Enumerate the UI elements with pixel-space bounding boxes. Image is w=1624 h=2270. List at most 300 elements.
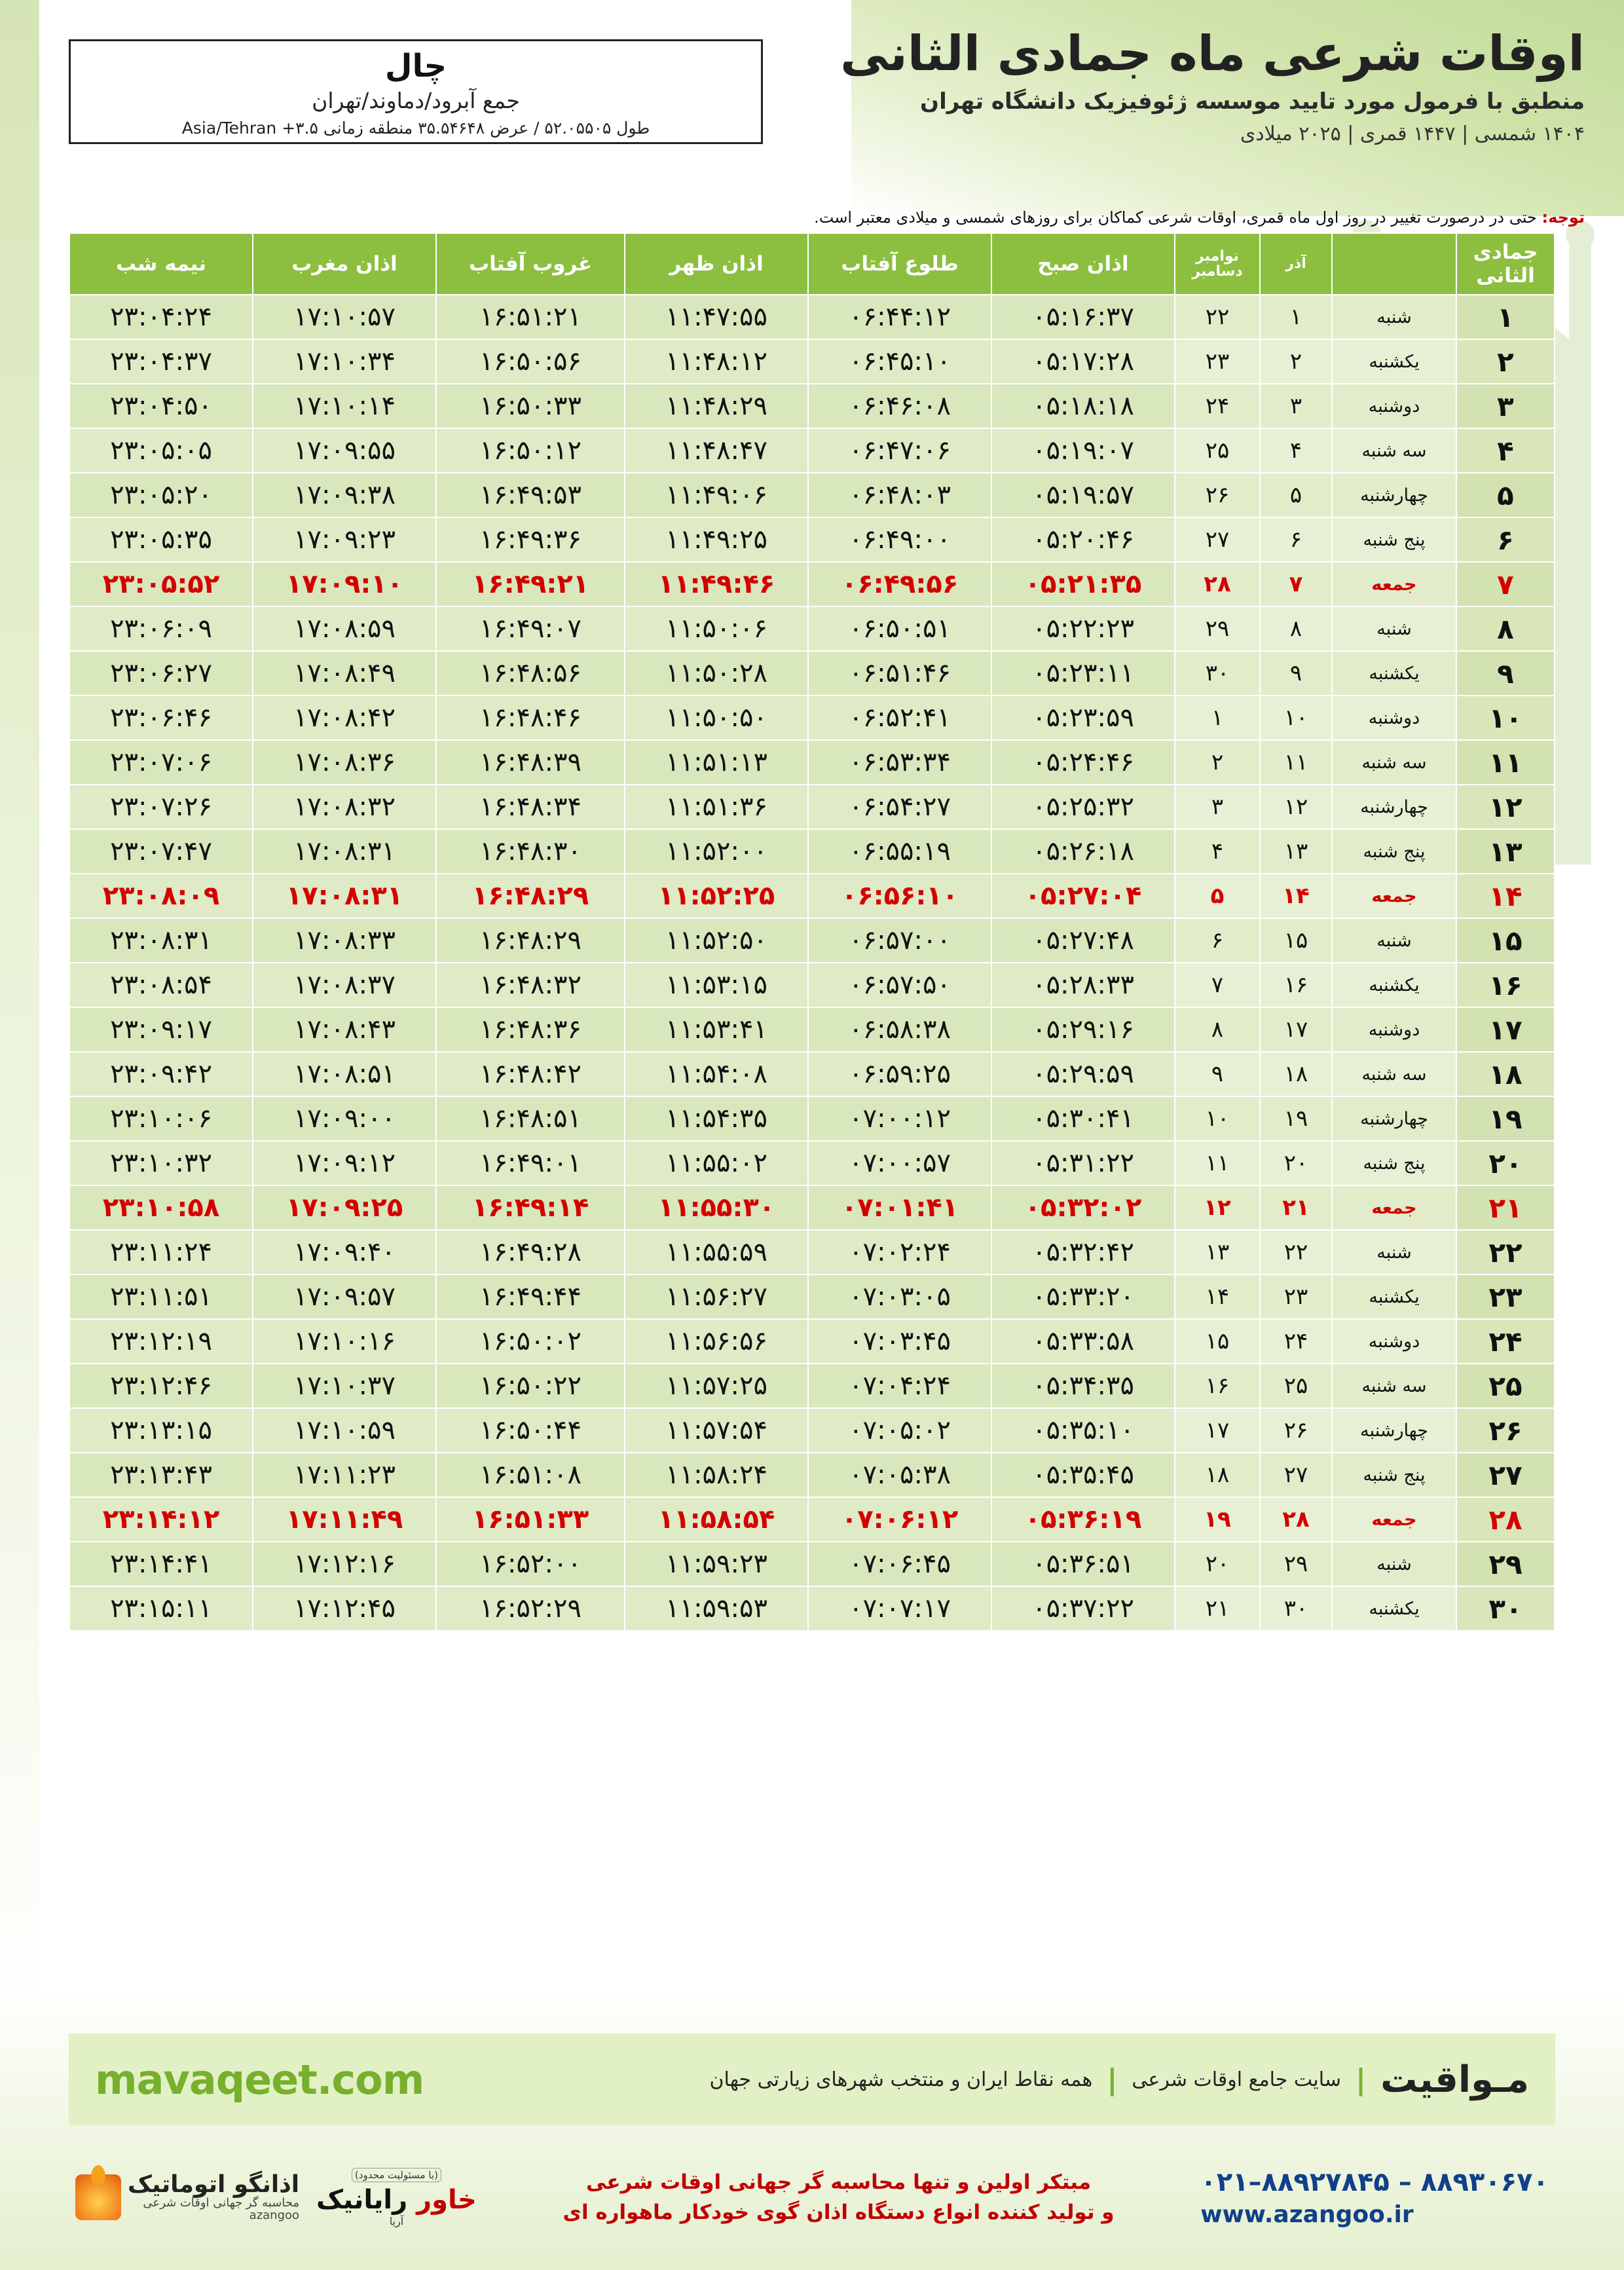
cell-hijri-day: ۸ <box>1456 606 1555 651</box>
cell-sunrise: ۰۶:۵۰:۵۱ <box>808 606 991 651</box>
cell-gregorian-day: ۲ <box>1175 740 1260 785</box>
cell-gregorian-day: ۸ <box>1175 1007 1260 1052</box>
cell-dhuhr: ۱۱:۵۸:۲۴ <box>625 1453 808 1497</box>
cell-fajr: ۰۵:۳۰:۴۱ <box>991 1096 1175 1141</box>
cell-sunrise: ۰۷:۰۵:۳۸ <box>808 1453 991 1497</box>
cell-sunset: ۱۶:۴۸:۳۶ <box>436 1007 625 1052</box>
cell-gregorian-day: ۲۴ <box>1175 384 1260 428</box>
cell-fajr: ۰۵:۳۲:۰۲ <box>991 1185 1175 1230</box>
cell-maghrib: ۱۷:۱۲:۴۵ <box>253 1586 436 1631</box>
table-row <box>69 1586 1555 1631</box>
cell-azar-day: ۲۹ <box>1260 1542 1332 1586</box>
table-row <box>69 1364 1555 1408</box>
cell-gregorian-day: ۷ <box>1175 963 1260 1007</box>
cell-hijri-day: ۲۲ <box>1456 1230 1555 1275</box>
footer-claim-line-1: مبتکر اولین و تنها محاسبه گر جهانی اوقات شرعی <box>586 2170 1092 2194</box>
footer-azangoo-url[interactable]: www.azangoo.ir <box>1200 2201 1414 2228</box>
cell-azar-day: ۱۶ <box>1260 963 1332 1007</box>
cell-sunset: ۱۶:۴۸:۴۲ <box>436 1052 625 1096</box>
prayer-times-table-wrapper <box>69 233 1555 1631</box>
cell-azar-day: ۴ <box>1260 428 1332 473</box>
cell-sunset: ۱۶:۴۸:۵۶ <box>436 651 625 696</box>
cell-dhuhr: ۱۱:۵۵:۰۲ <box>625 1141 808 1185</box>
cell-sunset: ۱۶:۴۹:۰۷ <box>436 606 625 651</box>
cell-midnight: ۲۳:۱۰:۵۸ <box>69 1185 253 1230</box>
cell-hijri-day: ۲۰ <box>1456 1141 1555 1185</box>
cell-sunset: ۱۶:۴۸:۳۴ <box>436 785 625 829</box>
cell-midnight: ۲۳:۱۰:۰۶ <box>69 1096 253 1141</box>
cell-azar-day: ۲۷ <box>1260 1453 1332 1497</box>
table-row <box>69 1141 1555 1185</box>
cell-weekday: سه شنبه <box>1332 1364 1456 1408</box>
footer-website-link[interactable]: mavaqeet.com <box>95 2055 424 2104</box>
cell-maghrib: ۱۷:۰۹:۲۳ <box>253 517 436 562</box>
cell-dhuhr: ۱۱:۴۹:۴۶ <box>625 562 808 606</box>
cell-sunset: ۱۶:۵۱:۲۱ <box>436 295 625 339</box>
cell-gregorian-day: ۳ <box>1175 785 1260 829</box>
cell-azar-day: ۲۰ <box>1260 1141 1332 1185</box>
cell-midnight: ۲۳:۰۶:۰۹ <box>69 606 253 651</box>
cell-weekday: دوشنبه <box>1332 1319 1456 1364</box>
cell-maghrib: ۱۷:۰۸:۳۶ <box>253 740 436 785</box>
rayanic-logo <box>316 2168 477 2227</box>
cell-sunrise: ۰۶:۵۴:۲۷ <box>808 785 991 829</box>
cell-midnight: ۲۳:۱۳:۴۳ <box>69 1453 253 1497</box>
rayanic-liability-note: (با مسئولیت محدود) <box>352 2168 441 2182</box>
cell-sunrise: ۰۶:۵۷:۵۰ <box>808 963 991 1007</box>
table-body <box>69 295 1555 1631</box>
cell-sunrise: ۰۶:۴۵:۱۰ <box>808 339 991 384</box>
cell-hijri-day: ۲۷ <box>1456 1453 1555 1497</box>
table-row <box>69 829 1555 874</box>
header-sunrise: طلوع آفتاب <box>808 233 991 295</box>
footer-contact-group <box>1200 2167 1549 2228</box>
cell-sunset: ۱۶:۴۸:۳۹ <box>436 740 625 785</box>
azangoo-logo-sub: محاسبه گر جهانی اوقات شرعی <box>143 2196 300 2210</box>
cell-hijri-day: ۲۶ <box>1456 1408 1555 1453</box>
table-row <box>69 1096 1555 1141</box>
cell-gregorian-day: ۲۳ <box>1175 339 1260 384</box>
table-row <box>69 1007 1555 1052</box>
cell-sunset: ۱۶:۴۹:۲۸ <box>436 1230 625 1275</box>
cell-fajr: ۰۵:۳۱:۲۲ <box>991 1141 1175 1185</box>
cell-dhuhr: ۱۱:۵۱:۱۳ <box>625 740 808 785</box>
cell-dhuhr: ۱۱:۴۹:۰۶ <box>625 473 808 517</box>
cell-fajr: ۰۵:۲۵:۳۲ <box>991 785 1175 829</box>
cell-sunrise: ۰۶:۵۲:۴۱ <box>808 696 991 740</box>
page-header <box>720 26 1585 190</box>
cell-weekday: یکشنبه <box>1332 963 1456 1007</box>
table-header-row <box>69 233 1555 295</box>
cell-sunrise: ۰۷:۰۳:۴۵ <box>808 1319 991 1364</box>
cell-sunrise: ۰۶:۴۷:۰۶ <box>808 428 991 473</box>
cell-fajr: ۰۵:۲۸:۳۳ <box>991 963 1175 1007</box>
cell-hijri-day: ۳ <box>1456 384 1555 428</box>
cell-dhuhr: ۱۱:۵۵:۵۹ <box>625 1230 808 1275</box>
cell-sunset: ۱۶:۴۸:۴۶ <box>436 696 625 740</box>
notice-label: توجه: <box>1541 208 1585 227</box>
cell-azar-day: ۱۵ <box>1260 918 1332 963</box>
cell-weekday: چهارشنبه <box>1332 785 1456 829</box>
footer-brand-separator-1: | <box>1355 2062 1367 2096</box>
cell-maghrib: ۱۷:۱۰:۵۹ <box>253 1408 436 1453</box>
cell-maghrib: ۱۷:۰۸:۳۱ <box>253 874 436 918</box>
cell-gregorian-day: ۱۱ <box>1175 1141 1260 1185</box>
cell-hijri-day: ۱۷ <box>1456 1007 1555 1052</box>
table-head <box>69 233 1555 295</box>
cell-azar-day: ۱۱ <box>1260 740 1332 785</box>
cell-dhuhr: ۱۱:۵۳:۱۵ <box>625 963 808 1007</box>
footer-claim-line-2: و تولید کننده انواع دستگاه اذان گوی خودکار ماهواره ای <box>563 2201 1115 2224</box>
cell-azar-day: ۲۲ <box>1260 1230 1332 1275</box>
cell-azar-day: ۷ <box>1260 562 1332 606</box>
cell-maghrib: ۱۷:۰۹:۳۸ <box>253 473 436 517</box>
footer-brand-desc: سایت جامع اوقات شرعی <box>1132 2068 1341 2091</box>
cell-sunset: ۱۶:۵۰:۳۳ <box>436 384 625 428</box>
cell-maghrib: ۱۷:۰۸:۳۱ <box>253 829 436 874</box>
page-title: اوقات شرعی ماه جمادی الثانی <box>840 26 1585 82</box>
cell-fajr: ۰۵:۳۴:۳۵ <box>991 1364 1175 1408</box>
cell-midnight: ۲۳:۰۵:۲۰ <box>69 473 253 517</box>
cell-hijri-day: ۱ <box>1456 295 1555 339</box>
cell-dhuhr: ۱۱:۵۶:۲۷ <box>625 1275 808 1319</box>
cell-fajr: ۰۵:۳۷:۲۲ <box>991 1586 1175 1631</box>
cell-azar-day: ۳ <box>1260 384 1332 428</box>
cell-hijri-day: ۱۳ <box>1456 829 1555 874</box>
rayanic-logo-red: خاور <box>416 2184 477 2215</box>
rayanic-logo-text <box>316 2185 477 2215</box>
cell-dhuhr: ۱۱:۵۵:۳۰ <box>625 1185 808 1230</box>
cell-hijri-day: ۱۵ <box>1456 918 1555 963</box>
cell-sunrise: ۰۶:۴۶:۰۸ <box>808 384 991 428</box>
cell-midnight: ۲۳:۰۸:۳۱ <box>69 918 253 963</box>
cell-gregorian-day: ۱۰ <box>1175 1096 1260 1141</box>
cell-fajr: ۰۵:۱۶:۳۷ <box>991 295 1175 339</box>
cell-weekday: یکشنبه <box>1332 1275 1456 1319</box>
prayer-times-table <box>69 233 1555 1631</box>
cell-fajr: ۰۵:۲۳:۵۹ <box>991 696 1175 740</box>
cell-weekday: چهارشنبه <box>1332 1096 1456 1141</box>
table-row <box>69 963 1555 1007</box>
cell-sunset: ۱۶:۵۱:۰۸ <box>436 1453 625 1497</box>
cell-sunrise: ۰۷:۰۱:۴۱ <box>808 1185 991 1230</box>
table-row <box>69 1185 1555 1230</box>
cell-fajr: ۰۵:۳۶:۵۱ <box>991 1542 1175 1586</box>
table-row <box>69 1319 1555 1364</box>
cell-azar-day: ۱۸ <box>1260 1052 1332 1096</box>
cell-weekday: جمعه <box>1332 562 1456 606</box>
cell-azar-day: ۲۶ <box>1260 1408 1332 1453</box>
cell-fajr: ۰۵:۳۲:۴۲ <box>991 1230 1175 1275</box>
cell-sunset: ۱۶:۵۰:۰۲ <box>436 1319 625 1364</box>
cell-midnight: ۲۳:۰۵:۵۲ <box>69 562 253 606</box>
cell-hijri-day: ۱۸ <box>1456 1052 1555 1096</box>
azangoo-logo-text <box>128 2172 299 2222</box>
cell-sunrise: ۰۶:۴۴:۱۲ <box>808 295 991 339</box>
cell-weekday: سه شنبه <box>1332 428 1456 473</box>
cell-midnight: ۲۳:۰۹:۴۲ <box>69 1052 253 1096</box>
cell-midnight: ۲۳:۰۴:۵۰ <box>69 384 253 428</box>
cell-midnight: ۲۳:۰۷:۲۶ <box>69 785 253 829</box>
table-row <box>69 339 1555 384</box>
cell-azar-day: ۸ <box>1260 606 1332 651</box>
footer-brand-name: مـواقیت <box>1380 2058 1529 2101</box>
cell-midnight: ۲۳:۱۴:۱۲ <box>69 1497 253 1542</box>
cell-gregorian-day: ۵ <box>1175 874 1260 918</box>
page-subtitle: منطبق با فرمول مورد تایید موسسه ژئوفیزیک دانشگاه تهران <box>920 88 1585 115</box>
cell-sunset: ۱۶:۵۲:۲۹ <box>436 1586 625 1631</box>
cell-dhuhr: ۱۱:۴۷:۵۵ <box>625 295 808 339</box>
cell-maghrib: ۱۷:۱۰:۱۶ <box>253 1319 436 1364</box>
cell-maghrib: ۱۷:۱۱:۲۳ <box>253 1453 436 1497</box>
cell-azar-day: ۱ <box>1260 295 1332 339</box>
cell-midnight: ۲۳:۱۵:۱۱ <box>69 1586 253 1631</box>
cell-maghrib: ۱۷:۰۸:۳۲ <box>253 785 436 829</box>
cell-gregorian-day: ۲۲ <box>1175 295 1260 339</box>
azangoo-logo-fa: اذانگو اتوماتیک <box>128 2171 300 2199</box>
cell-midnight: ۲۳:۰۷:۴۷ <box>69 829 253 874</box>
table-row <box>69 384 1555 428</box>
rayanic-logo-sub: آریا <box>389 2214 404 2227</box>
header-december: دسامبر <box>1192 263 1243 280</box>
table-row <box>69 1497 1555 1542</box>
footer-logos <box>75 2168 477 2227</box>
cell-weekday: جمعه <box>1332 874 1456 918</box>
cell-dhuhr: ۱۱:۵۲:۰۰ <box>625 829 808 874</box>
cell-azar-day: ۲۳ <box>1260 1275 1332 1319</box>
cell-hijri-day: ۱۱ <box>1456 740 1555 785</box>
cell-sunset: ۱۶:۴۹:۳۶ <box>436 517 625 562</box>
cell-azar-day: ۱۳ <box>1260 829 1332 874</box>
footer-brand-group <box>710 2058 1529 2101</box>
cell-dhuhr: ۱۱:۵۳:۴۱ <box>625 1007 808 1052</box>
cell-sunrise: ۰۶:۴۹:۰۰ <box>808 517 991 562</box>
cell-sunset: ۱۶:۴۸:۳۰ <box>436 829 625 874</box>
table-row <box>69 1453 1555 1497</box>
calendar-years: ۱۴۰۴ شمسی | ۱۴۴۷ قمری | ۲۰۲۵ میلادی <box>1240 122 1585 146</box>
header-hijri-day: جمادی الثانی <box>1456 233 1555 295</box>
cell-gregorian-day: ۱۴ <box>1175 1275 1260 1319</box>
cell-sunrise: ۰۷:۰۷:۱۷ <box>808 1586 991 1631</box>
cell-dhuhr: ۱۱:۵۹:۲۳ <box>625 1542 808 1586</box>
cell-sunset: ۱۶:۵۰:۲۲ <box>436 1364 625 1408</box>
azangoo-logo <box>75 2172 299 2222</box>
cell-fajr: ۰۵:۲۴:۴۶ <box>991 740 1175 785</box>
cell-gregorian-day: ۲۹ <box>1175 606 1260 651</box>
azangoo-logo-en: azangoo <box>249 2208 300 2222</box>
cell-azar-day: ۲۸ <box>1260 1497 1332 1542</box>
table-row <box>69 1230 1555 1275</box>
cell-maghrib: ۱۷:۱۰:۱۴ <box>253 384 436 428</box>
table-row <box>69 295 1555 339</box>
header-dhuhr: اذان ظهر <box>625 233 808 295</box>
cell-hijri-day: ۹ <box>1456 651 1555 696</box>
cell-weekday: پنج شنبه <box>1332 829 1456 874</box>
cell-weekday: یکشنبه <box>1332 1586 1456 1631</box>
cell-maghrib: ۱۷:۰۹:۵۷ <box>253 1275 436 1319</box>
cell-fajr: ۰۵:۲۷:۰۴ <box>991 874 1175 918</box>
cell-midnight: ۲۳:۱۱:۵۱ <box>69 1275 253 1319</box>
cell-fajr: ۰۵:۳۶:۱۹ <box>991 1497 1175 1542</box>
cell-sunset: ۱۶:۴۸:۳۲ <box>436 963 625 1007</box>
cell-weekday: دوشنبه <box>1332 1007 1456 1052</box>
cell-hijri-day: ۲۸ <box>1456 1497 1555 1542</box>
cell-gregorian-day: ۱ <box>1175 696 1260 740</box>
table-row <box>69 651 1555 696</box>
cell-gregorian-day: ۱۵ <box>1175 1319 1260 1364</box>
cell-sunset: ۱۶:۴۸:۲۹ <box>436 874 625 918</box>
table-row <box>69 428 1555 473</box>
footer-contact-bar <box>69 2138 1555 2256</box>
cell-maghrib: ۱۷:۰۸:۵۱ <box>253 1052 436 1096</box>
cell-weekday: شنبه <box>1332 295 1456 339</box>
cell-hijri-day: ۲۵ <box>1456 1364 1555 1408</box>
cell-dhuhr: ۱۱:۴۸:۲۹ <box>625 384 808 428</box>
cell-gregorian-day: ۲۵ <box>1175 428 1260 473</box>
cell-azar-day: ۳۰ <box>1260 1586 1332 1631</box>
cell-fajr: ۰۵:۲۶:۱۸ <box>991 829 1175 874</box>
cell-weekday: پنج شنبه <box>1332 517 1456 562</box>
cell-hijri-day: ۲۴ <box>1456 1319 1555 1364</box>
cell-midnight: ۲۳:۱۳:۱۵ <box>69 1408 253 1453</box>
cell-fajr: ۰۵:۲۱:۳۵ <box>991 562 1175 606</box>
cell-fajr: ۰۵:۲۰:۴۶ <box>991 517 1175 562</box>
cell-weekday: یکشنبه <box>1332 651 1456 696</box>
cell-azar-day: ۱۹ <box>1260 1096 1332 1141</box>
cell-fajr: ۰۵:۱۸:۱۸ <box>991 384 1175 428</box>
cell-midnight: ۲۳:۱۱:۲۴ <box>69 1230 253 1275</box>
cell-weekday: دوشنبه <box>1332 384 1456 428</box>
cell-hijri-day: ۱۲ <box>1456 785 1555 829</box>
cell-sunset: ۱۶:۴۹:۰۱ <box>436 1141 625 1185</box>
cell-weekday: چهارشنبه <box>1332 1408 1456 1453</box>
cell-gregorian-day: ۱۹ <box>1175 1497 1260 1542</box>
cell-sunset: ۱۶:۴۹:۵۳ <box>436 473 625 517</box>
cell-midnight: ۲۳:۰۴:۲۴ <box>69 295 253 339</box>
cell-hijri-day: ۱۰ <box>1456 696 1555 740</box>
cell-weekday: جمعه <box>1332 1497 1456 1542</box>
cell-gregorian-day: ۲۰ <box>1175 1542 1260 1586</box>
cell-maghrib: ۱۷:۰۸:۴۲ <box>253 696 436 740</box>
header-gregorian-azar: آذر <box>1260 233 1332 295</box>
cell-gregorian-day: ۳۰ <box>1175 651 1260 696</box>
header-midnight: نیمه شب <box>69 233 253 295</box>
cell-midnight: ۲۳:۱۴:۴۱ <box>69 1542 253 1586</box>
cell-maghrib: ۱۷:۰۸:۴۹ <box>253 651 436 696</box>
cell-sunrise: ۰۶:۵۳:۳۴ <box>808 740 991 785</box>
cell-hijri-day: ۵ <box>1456 473 1555 517</box>
cell-fajr: ۰۵:۳۳:۵۸ <box>991 1319 1175 1364</box>
cell-dhuhr: ۱۱:۵۰:۰۶ <box>625 606 808 651</box>
cell-sunset: ۱۶:۴۹:۱۴ <box>436 1185 625 1230</box>
cell-fajr: ۰۵:۳۵:۴۵ <box>991 1453 1175 1497</box>
cell-midnight: ۲۳:۰۷:۰۶ <box>69 740 253 785</box>
cell-dhuhr: ۱۱:۵۴:۳۵ <box>625 1096 808 1141</box>
cell-gregorian-day: ۱۲ <box>1175 1185 1260 1230</box>
cell-hijri-day: ۱۶ <box>1456 963 1555 1007</box>
cell-maghrib: ۱۷:۰۹:۲۵ <box>253 1185 436 1230</box>
footer-claim <box>563 2167 1115 2228</box>
cell-midnight: ۲۳:۱۰:۳۲ <box>69 1141 253 1185</box>
header-fajr: اذان صبح <box>991 233 1175 295</box>
header-november: نوامبر <box>1196 248 1239 265</box>
cell-sunset: ۱۶:۵۰:۵۶ <box>436 339 625 384</box>
cell-hijri-day: ۱۹ <box>1456 1096 1555 1141</box>
cell-sunrise: ۰۷:۰۶:۱۲ <box>808 1497 991 1542</box>
cell-midnight: ۲۳:۱۲:۱۹ <box>69 1319 253 1364</box>
cell-sunset: ۱۶:۵۰:۴۴ <box>436 1408 625 1453</box>
table-row <box>69 918 1555 963</box>
cell-sunrise: ۰۶:۴۸:۰۳ <box>808 473 991 517</box>
table-row <box>69 473 1555 517</box>
cell-weekday: دوشنبه <box>1332 696 1456 740</box>
cell-midnight: ۲۳:۰۶:۴۶ <box>69 696 253 740</box>
cell-dhuhr: ۱۱:۵۲:۵۰ <box>625 918 808 963</box>
table-row <box>69 1542 1555 1586</box>
cell-azar-day: ۶ <box>1260 517 1332 562</box>
cell-fajr: ۰۵:۱۹:۵۷ <box>991 473 1175 517</box>
table-row <box>69 1052 1555 1096</box>
cell-weekday: جمعه <box>1332 1185 1456 1230</box>
cell-gregorian-day: ۲۸ <box>1175 562 1260 606</box>
cell-azar-day: ۹ <box>1260 651 1332 696</box>
cell-gregorian-day: ۴ <box>1175 829 1260 874</box>
table-row <box>69 517 1555 562</box>
cell-midnight: ۲۳:۰۸:۰۹ <box>69 874 253 918</box>
cell-fajr: ۰۵:۲۹:۵۹ <box>991 1052 1175 1096</box>
header-maghrib: اذان مغرب <box>253 233 436 295</box>
cell-azar-day: ۵ <box>1260 473 1332 517</box>
cell-midnight: ۲۳:۰۸:۵۴ <box>69 963 253 1007</box>
cell-hijri-day: ۱۴ <box>1456 874 1555 918</box>
cell-hijri-day: ۲ <box>1456 339 1555 384</box>
cell-sunrise: ۰۷:۰۳:۰۵ <box>808 1275 991 1319</box>
cell-hijri-day: ۴ <box>1456 428 1555 473</box>
cell-weekday: سه شنبه <box>1332 1052 1456 1096</box>
cell-sunset: ۱۶:۴۹:۲۱ <box>436 562 625 606</box>
table-row <box>69 740 1555 785</box>
cell-midnight: ۲۳:۰۴:۳۷ <box>69 339 253 384</box>
cell-gregorian-day: ۱۶ <box>1175 1364 1260 1408</box>
cell-azar-day: ۱۷ <box>1260 1007 1332 1052</box>
cell-hijri-day: ۶ <box>1456 517 1555 562</box>
cell-azar-day: ۱۲ <box>1260 785 1332 829</box>
cell-gregorian-day: ۹ <box>1175 1052 1260 1096</box>
cell-weekday: شنبه <box>1332 918 1456 963</box>
cell-sunrise: ۰۶:۵۸:۳۸ <box>808 1007 991 1052</box>
cell-dhuhr: ۱۱:۵۰:۲۸ <box>625 651 808 696</box>
cell-maghrib: ۱۷:۱۰:۳۴ <box>253 339 436 384</box>
rayanic-logo-main: رایانیک <box>316 2184 408 2215</box>
cell-hijri-day: ۲۹ <box>1456 1542 1555 1586</box>
cell-fajr: ۰۵:۳۳:۲۰ <box>991 1275 1175 1319</box>
notice-body: حتی در درصورت تغییر در روز اول ماه قمری، اوقات شرعی کماکان برای روزهای شمسی و میلادی معتبر است. <box>814 208 1537 227</box>
table-row <box>69 785 1555 829</box>
cell-maghrib: ۱۷:۰۹:۱۰ <box>253 562 436 606</box>
cell-sunset: ۱۶:۴۹:۴۴ <box>436 1275 625 1319</box>
city-name: چال <box>384 48 447 84</box>
cell-weekday: شنبه <box>1332 1230 1456 1275</box>
cell-azar-day: ۱۰ <box>1260 696 1332 740</box>
cell-midnight: ۲۳:۰۹:۱۷ <box>69 1007 253 1052</box>
cell-maghrib: ۱۷:۰۹:۵۵ <box>253 428 436 473</box>
cell-sunrise: ۰۶:۵۹:۲۵ <box>808 1052 991 1096</box>
cell-midnight: ۲۳:۰۵:۳۵ <box>69 517 253 562</box>
footer-brand-separator-2: | <box>1107 2062 1118 2096</box>
cell-gregorian-day: ۲۱ <box>1175 1586 1260 1631</box>
city-info-box <box>69 39 763 144</box>
cell-dhuhr: ۱۱:۴۸:۱۲ <box>625 339 808 384</box>
